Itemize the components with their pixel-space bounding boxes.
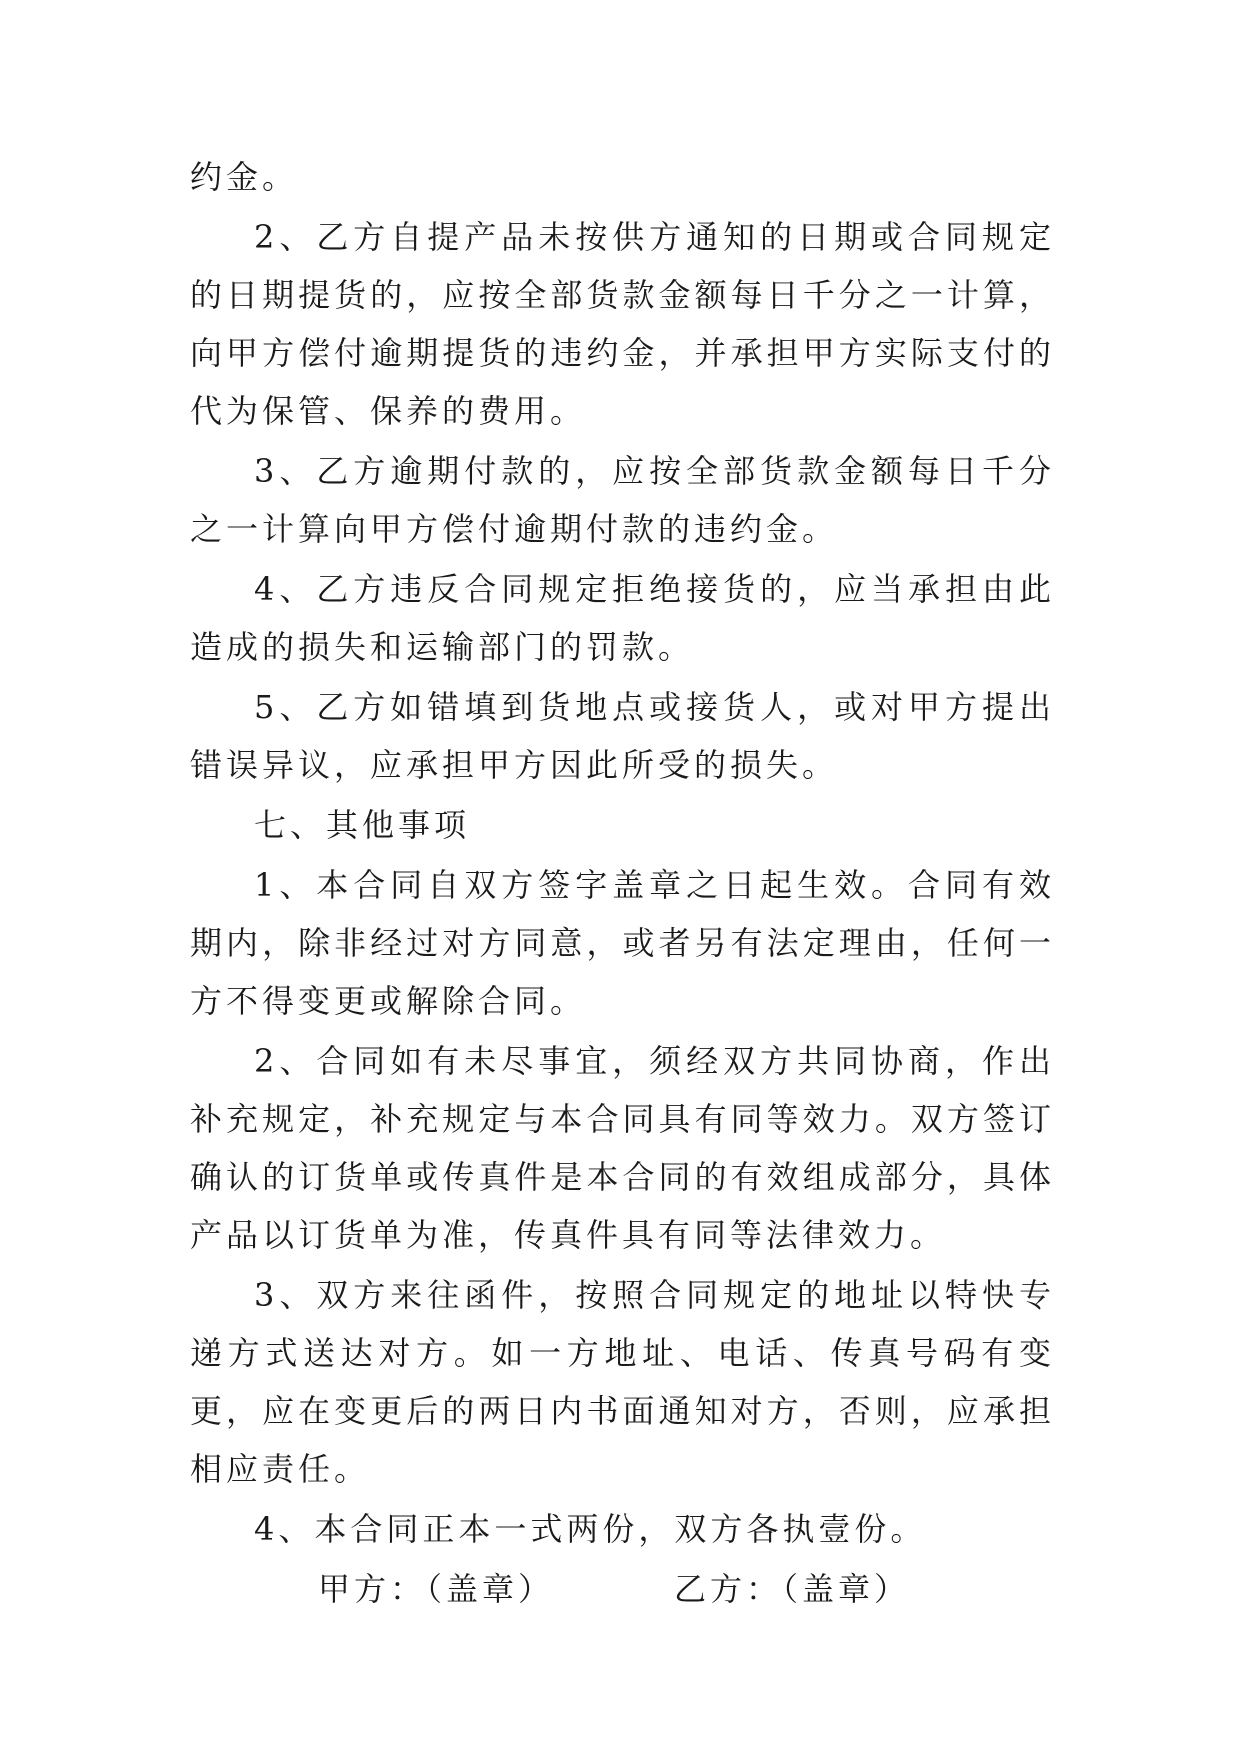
clause-7-1: 1、本合同自双方签字盖章之日起生效。合同有效期内，除非经过对方同意，或者另有法定理由，任何一方不得变更或解除合同。 bbox=[190, 866, 1055, 1020]
clause-6-2: 2、乙方自提产品未按供方通知的日期或合同规定的日期提货的，应按全部货款金额每日千分之一计算，向甲方偿付逾期提货的违约金，并承担甲方实际支付的代为保管、保养的费用。 bbox=[190, 218, 1055, 430]
clause-6-4: 4、乙方违反合同规定拒绝接货的，应当承担由此造成的损失和运输部门的罚款。 bbox=[190, 570, 1055, 666]
clause-6-3: 3、乙方逾期付款的，应按全部货款金额每日千分之一计算向甲方偿付逾期付款的违约金。 bbox=[190, 452, 1055, 548]
party-a-seal: 甲方：（盖章） bbox=[318, 1570, 555, 1608]
document-page bbox=[190, 148, 1055, 1618]
clause-6-5: 5、乙方如错填到货地点或接货人，或对甲方提出错误异议，应承担甲方因此所受的损失。 bbox=[190, 688, 1055, 784]
paragraph-continuation: 约金。 bbox=[190, 158, 299, 196]
signature-line bbox=[190, 1560, 1055, 1618]
clause-7-2: 2、合同如有未尽事宜，须经双方共同协商，作出补充规定，补充规定与本合同具有同等效力。双方签订确认的订货单或传真件是本合同的有效组成部分，具体产品以订货单为准，传真件具有同等法律效力。 bbox=[190, 1042, 1055, 1254]
party-b-seal: 乙方：（盖章） bbox=[674, 1570, 911, 1608]
clause-7-3: 3、双方来往函件，按照合同规定的地址以特快专递方式送达对方。如一方地址、电话、传真号码有变更，应在变更后的两日内书面通知对方，否则，应承担相应责任。 bbox=[190, 1276, 1055, 1488]
section-heading-7: 七、其他事项 bbox=[254, 806, 471, 844]
clause-7-4: 4、本合同正本一式两份，双方各执壹份。 bbox=[254, 1510, 927, 1548]
